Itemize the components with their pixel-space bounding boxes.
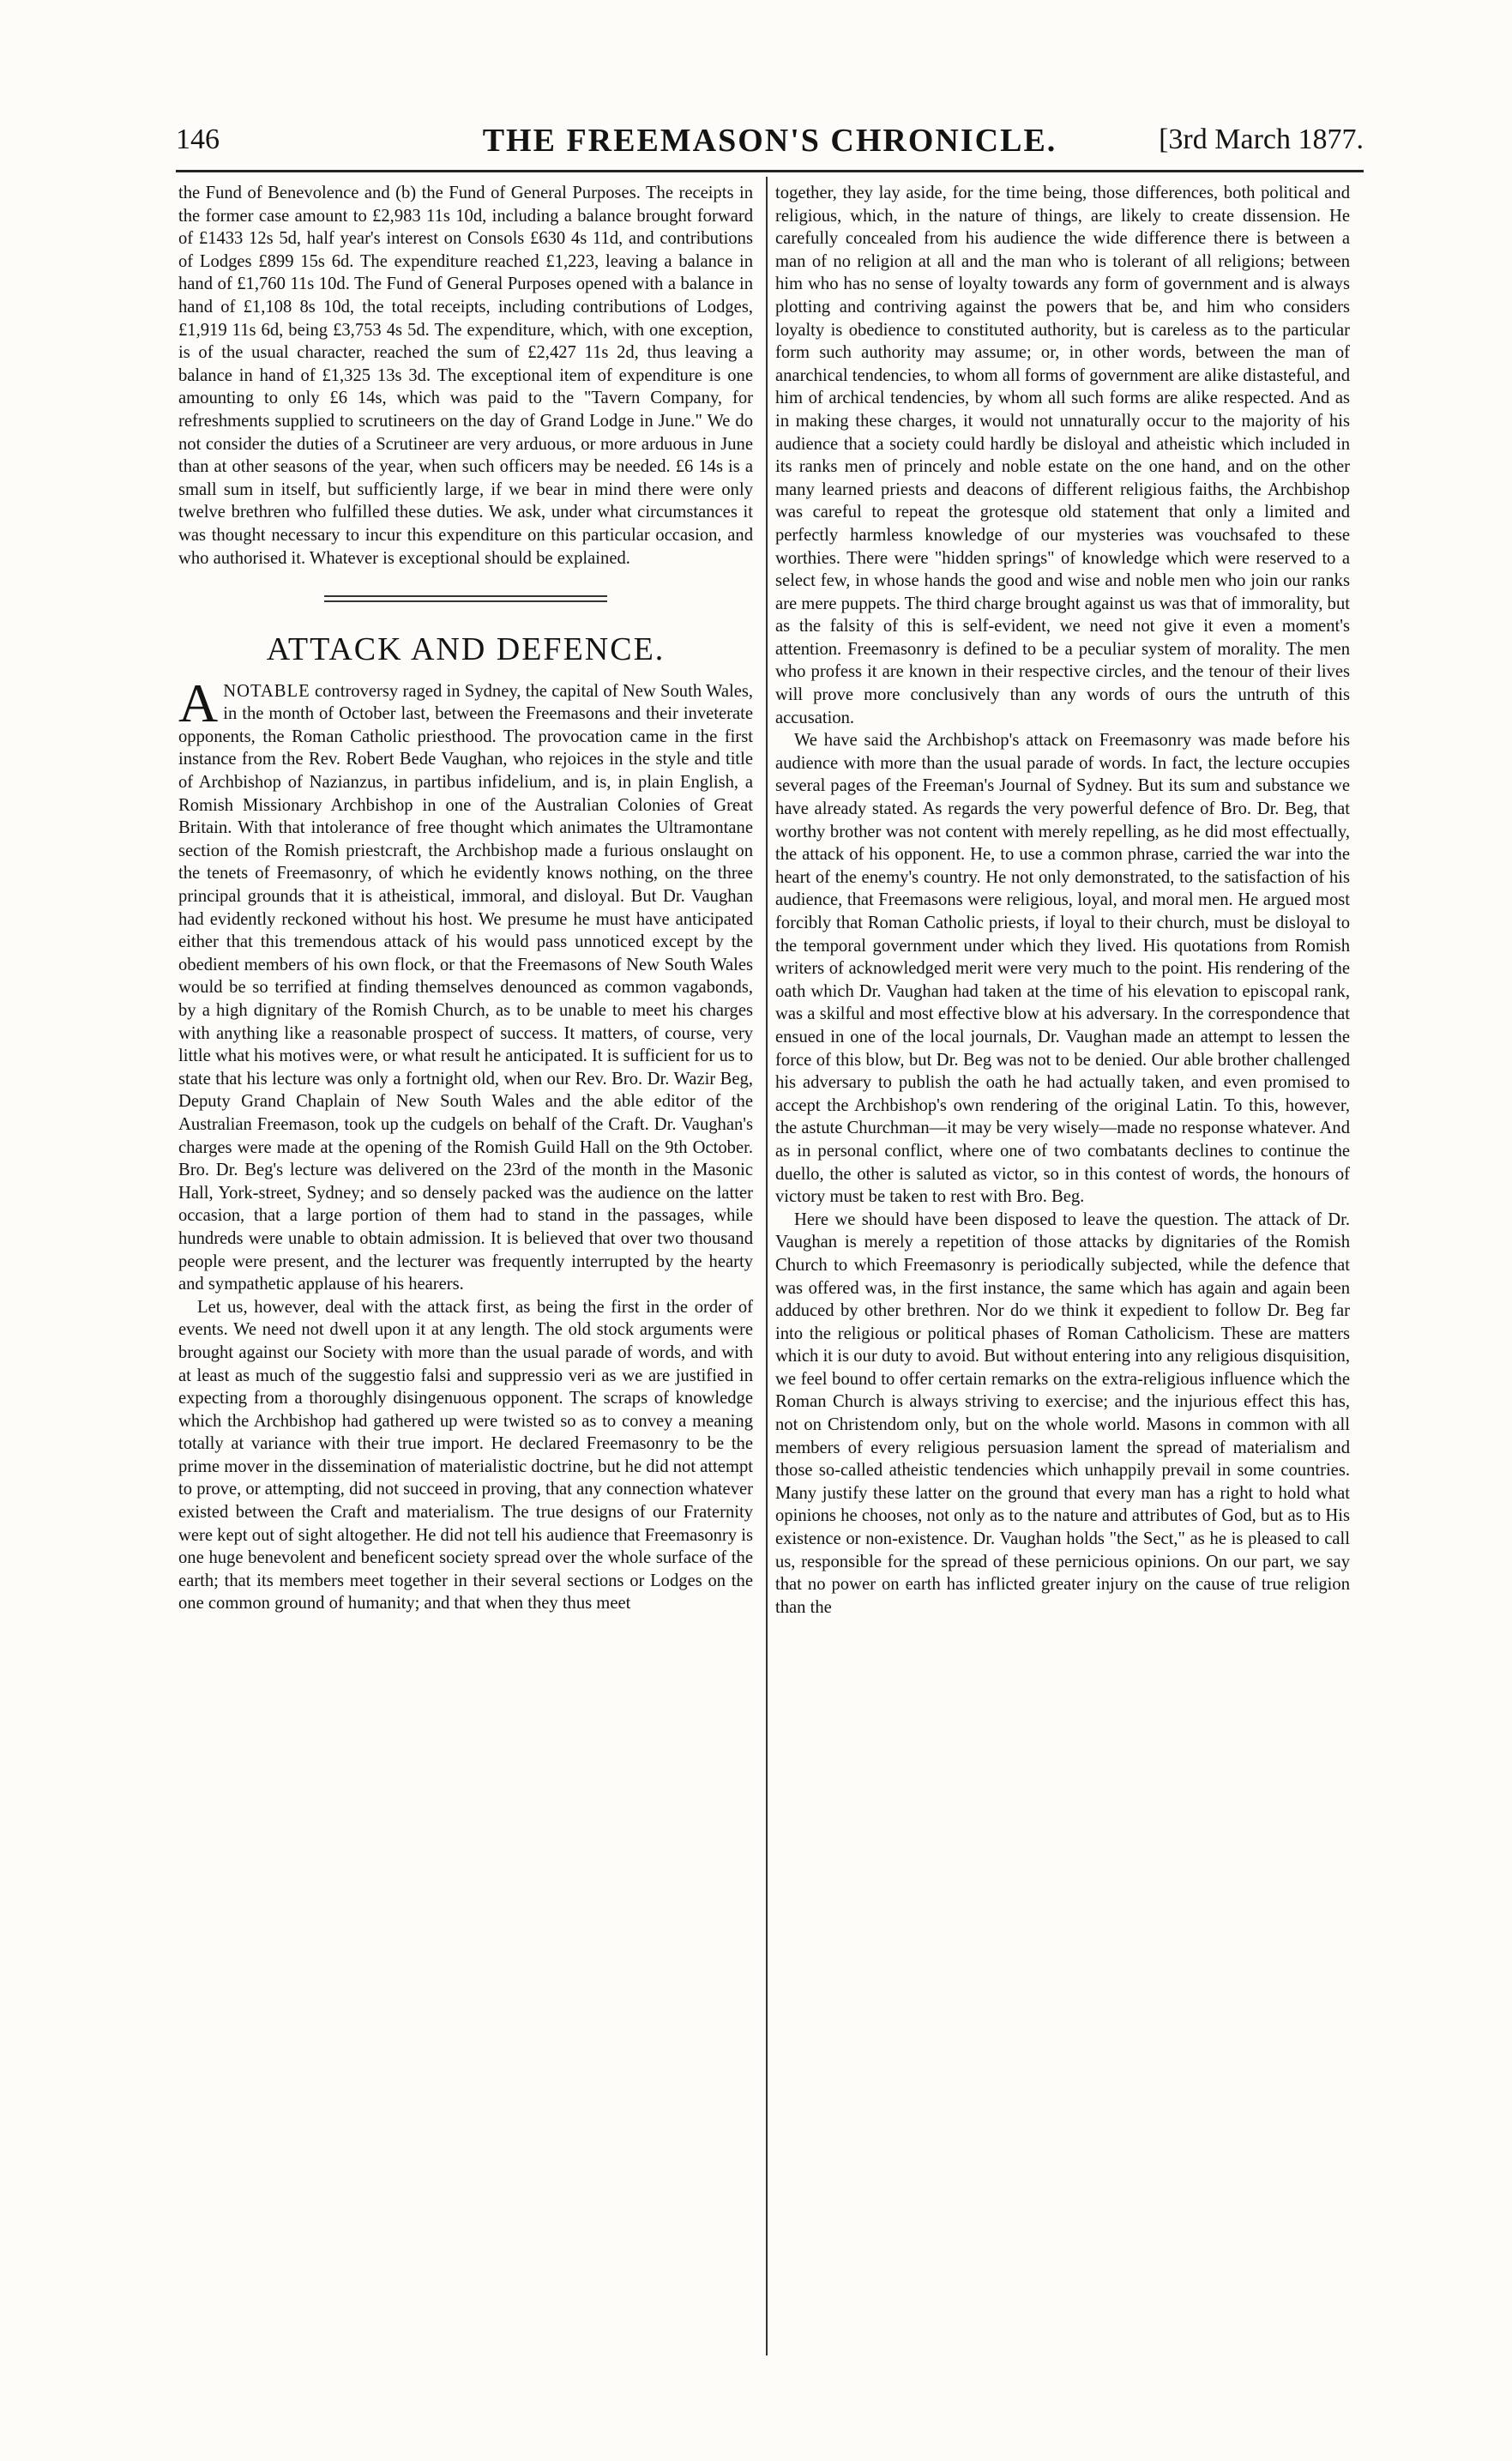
publication-title: THE FREEMASON'S CHRONICLE. — [482, 123, 1057, 159]
article-opening-paragraph — [178, 672, 753, 1296]
article-paragraph: Here we should have been disposed to leave the question. The attack of Dr. Vaughan is merely a repetition of those attacks by dignitaries of the Romish Church to which Freemasonry is periodically subjected, while the defence that was offered was, in the first instance, the same which has again and again been adduced by other brethren. Nor do we think it expedient to follow Dr. Beg far into the religious or political phases of Roman Catholicism. These are matters which it is our duty to avoid. But without entering into any religious disquisition, we feel bound to offer certain remarks on the extra-religious influence which the Roman Church is always striving to exercise; and the injurious effect this has, not on Christendom only, but on the whole world. Masons in common with all members of every religious persuasion lament the spread of materialism and those so-called atheistic tendencies which unhappily prevail in some countries. Many justify these latter on the ground that every man has a right to hold what opinions he chooses, not only as to the nature and attributes of God, but as to His existence or non-existence. Dr. Vaughan holds "the Sect," as he is pleased to call us, responsible for the spread of these pernicious opinions. On our part, we say that no power on earth has inflicted greater injury on the cause of true religion than the — [775, 1209, 1350, 1617]
page-header — [176, 120, 1364, 165]
left-column — [178, 182, 753, 2361]
column-divider — [766, 177, 768, 2355]
article-paragraph: Let us, however, deal with the attack first, as being the first in the order of events. We need not dwell upon it at any length. The old stock arguments were brought against our Society with more than the usual parade of words, and with at least as much of the suggestio falsi and suppressio veri as we are justified in expecting from a thoroughly disingenuous opponent. The scraps of knowledge which the Archbishop had gathered up were twisted so as to convey a meaning totally at variance with their true import. He declared Freemasonry to be the prime mover in the dissemination of materialistic doctrine, but he did not attempt to prove, or attempting, did not succeed in proving, that any connection whatever existed between the Craft and materialism. The true designs of our Fraternity were kept out of sight altogether. He did not tell his audience that Freemasonry is one huge benevolent and beneficent society spread over the whole surface of the earth; that its members meet together in their several sections or Lodges on the one common ground of humanity; and that when they thus meet — [178, 1297, 753, 1614]
drop-cap: A — [178, 672, 219, 733]
separator-line-bottom — [324, 600, 607, 602]
fund-report-paragraph: the Fund of Benevolence and (b) the Fund of General Purposes. The receipts in the former case amount to £2,983 11s 10d, including a balance brought forward of £1433 12s 5d, half year's interest on Consols £630 4s 11d, and contributions of Lodges £899 15s 6d. The expenditure reached £1,223, leaving a balance in hand of £1,760 11s 10d. The Fund of General Purposes opened with a balance in hand of £1,108 8s 10d, the total receipts, including contributions of Lodges, £1,919 11s 6d, being £3,753 4s 5d. The expenditure, which, with one exception, is of the usual character, reached the sum of £2,427 11s 2d, thus leaving a balance in hand of £1,325 13s 3d. The exceptional item of expenditure is one amounting to only £6 14s, which was paid to the "Tavern Company, for refreshments supplied to scrutineers on the day of Grand Lodge in June." We do not consider the duties of a Scrutineer are very arduous, or more arduous in June than at other seasons of the year, when such officers may be needed. £6 14s is a small sum in itself, but sufficiently large, if we bear in mind there were only twelve brethren who fulfilled these duties. We ask, under what circumstances it was thought necessary to incur this expenditure on this particular occasion, and who authorised it. Whatever is exceptional should be explained. — [178, 184, 753, 568]
issue-date: [3rd March 1877. — [1159, 124, 1364, 155]
lead-caps: NOTABLE — [223, 681, 310, 701]
right-column — [775, 182, 1350, 2361]
opening-paragraph-text: controversy raged in Sydney, the capital of New South Wales, in the month of October last, between the Freemasons and their inveterate opponents, the Roman Catholic priesthood. The provocation came in the first instance from the Rev. Robert Bede Vaughan, who rejoices in the style and title of Archbishop of Nazianzus, in partibus infidelium, and is, in plain English, a Romish Missionary Archbishop in one of the Australian Colonies of Great Britain. With that intolerance of free thought which animates the Ultramontane section of the Romish priestcraft, the Archbishop made a furious onslaught on the tenets of Freemasonry, of which he evidently knows nothing, on the three principal grounds that it is atheistical, immoral, and disloyal. But Dr. Vaughan had evidently reckoned without his host. We presume he must have anticipated either that this tremendous attack of his would pass unnoticed except by the obedient members of his own flock, or that the Freemasons of New South Wales would be so terrified at finding themselves denounced as common vagabonds, by a high dignitary of the Romish Church, as to be unable to meet his charges with anything like a reasonable prospect of success. It matters, of course, very little what his motives were, or what result he anticipated. It is sufficient for us to state that his lecture was only a fortnight old, when our Rev. Bro. Dr. Wazir Beg, Deputy Grand Chaplain of New South Wales and the able editor of the Australian Freemason, took up the cudgels on behalf of the Craft. Dr. Vaughan's charges were made at the opening of the Romish Guild Hall on the 9th October. Bro. Dr. Beg's lecture was delivered on the 23rd of the month in the Masonic Hall, York-street, Sydney; and so densely packed was the audience on the latter occasion, that a large portion of them had to stand in the passages, while hundreds were unable to obtain admission. It is believed that over two thousand people were present, and the lecturer was frequently interrupted by the hearty and sympathetic applause of his hearers. — [178, 681, 753, 1294]
header-rule — [176, 170, 1364, 172]
article-paragraph: We have said the Archbishop's attack on Freemasonry was made before his audience with more than the usual parade of words. In fact, the lecture occupies several pages of the Freeman's Journal of Sydney. But its sum and substance we have already stated. As regards the very powerful defence of Bro. Dr. Beg, that worthy brother was not content with merely repelling, as he did most effectually, the attack of his opponent. He, to use a common phrase, carried the war into the heart of the enemy's country. He not only demonstrated, to the satisfaction of his audience, that Freemasons were religious, loyal, and moral men. He argued most forcibly that Roman Catholic priests, if loyal to their church, must be disloyal to the temporal government under which they lived. His quotations from Romish writers of acknowledged merit were very much to the point. His rendering of the oath which Dr. Vaughan had taken at the time of his elevation to episcopal rank, was a skilful and most effective blow at his adversary. In the correspondence that ensued in one of the local journals, Dr. Vaughan made an attempt to lessen the force of this blow, but Dr. Beg was not to be denied. Our able brother challenged his adversary to publish the oath he had actually taken, and even promised to accept the Archbishop's own rendering of the original Latin. To this, however, the astute Churchman—it may be very wisely—made no response whatever. And as in personal conflict, where one of two combatants declines to continue the duello, the other is saluted as victor, so in this contest of words, the honours of victory must be taken to rest with Bro. Beg. — [775, 731, 1350, 1207]
section-title: ATTACK AND DEFENCE. — [266, 631, 666, 668]
page-number: 146 — [176, 124, 220, 155]
section-separator — [324, 595, 607, 602]
continued-paragraph: together, they lay aside, for the time being, those differences, both political and religious, which, in the nature of things, are likely to create dissension. He carefully concealed from his audience the wide difference there is between a man of no religion at all and the man who is tolerant of all religions; between him who has no sense of loyalty towards any form of government and is always plotting and contriving against the powers that be, and him who considers loyalty is obedience to constituted authority, but is careless as to the particular form such authority may assume; or, in other words, between the man of anarchical tendencies, to whom all forms of government are alike distasteful, and him of archical tendencies, by whom all such forms are alike respected. And as in making these charges, it would not unnaturally occur to the majority of his audience that a society could hardly be disloyal and atheistic which included in its ranks men of princely and noble estate on the one hand, and on the other many learned priests and deacons of different religious faiths, the Archbishop was careful to repeat the grotesque old statement that only a limited and perfectly harmless knowledge of our mysteries was vouchsafed to these worthies. There were "hidden springs" of knowledge which were reserved to a select few, in whose hands the good and wise and noble men who join our ranks are mere puppets. The third charge brought against us was that of immorality, but as the falsity of this is self-evident, we need not give it even a moment's attention. Freemasonry is defined to be a peculiar system of morality. The men who profess it are known in their respective circles, and the tenour of their lives will prove more conclusively than any words of ours the untruth of this accusation. — [775, 184, 1350, 727]
